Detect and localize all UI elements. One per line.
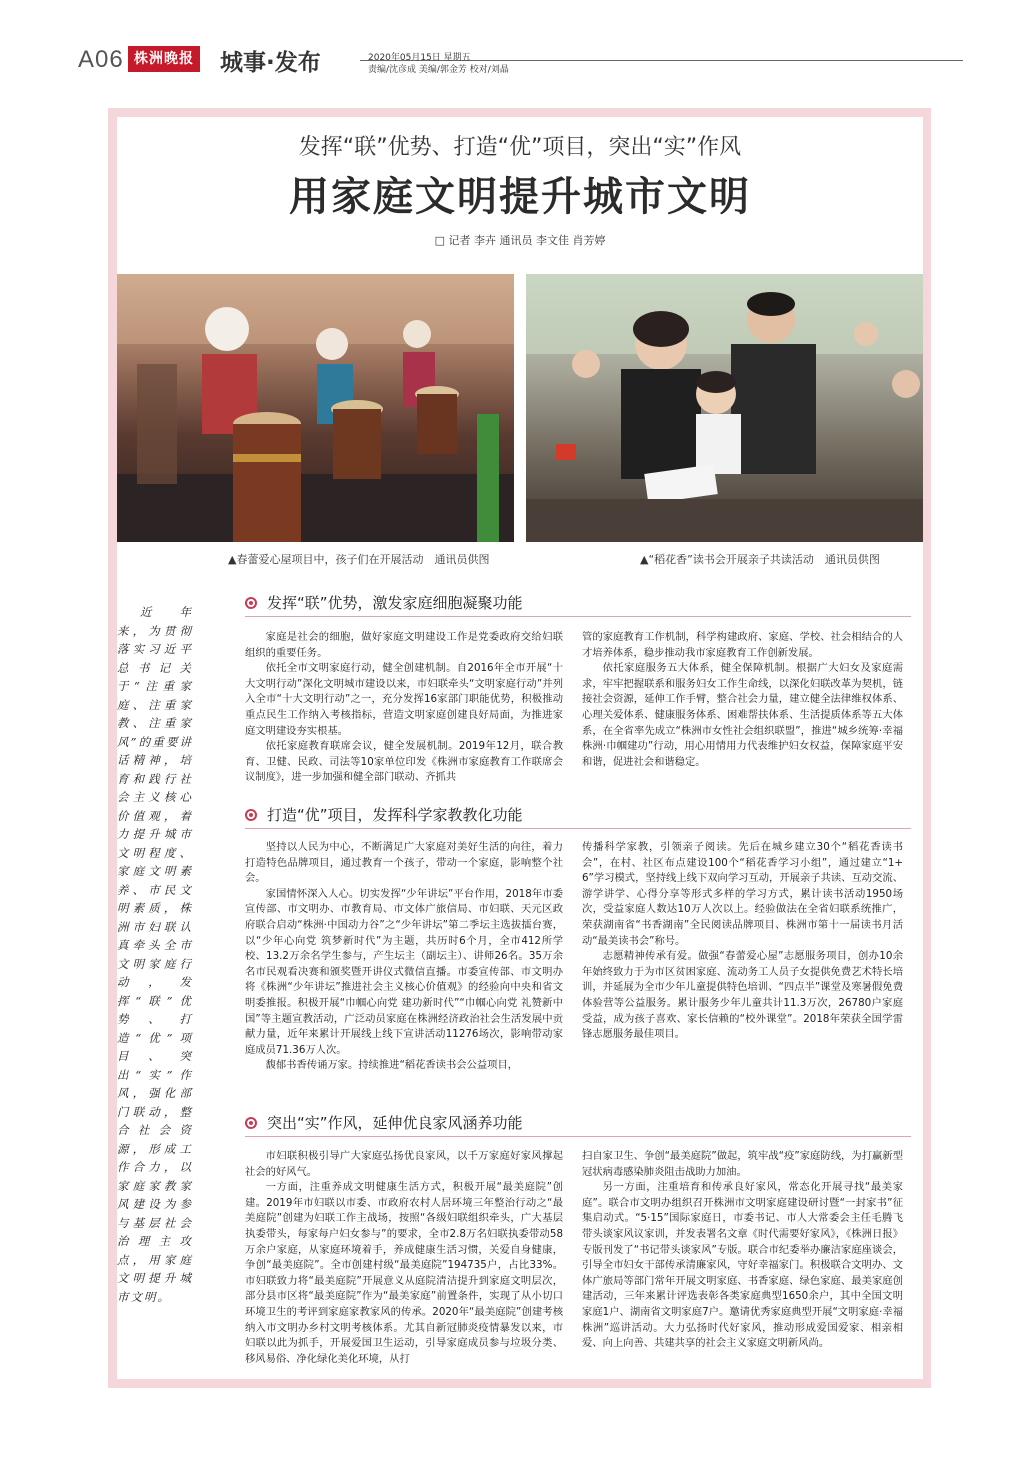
section-header-3 — [245, 1112, 523, 1133]
photo-family-reading — [526, 274, 923, 542]
section-title: 打造“优”项目，发挥科学家教教化功能 — [267, 806, 523, 824]
photo-drum-illustration — [117, 274, 514, 542]
paragraph: 家庭是社会的细胞，做好家庭文明建设工作是党委政府交给妇联组织的重要任务。 — [245, 631, 563, 659]
photo-reading-illustration — [526, 274, 923, 542]
masthead-logo: 株洲晚报 — [128, 46, 200, 72]
paragraph: 家国情怀深入人心。切实发挥“少年讲坛”平台作用，2018年市委宣传部、市文明办、市教育局、市文体广旅信局、市妇联、天元区政府联合启动“株洲·中国动力谷”之“少年讲坛”第二季坛主选拔擂台赛，以“少年心向党 筑梦新时代”为主题，共历时6个月，全市412所学校、13.2万余名学生参与，产生坛主（副坛主）、讲师26名。35万余名市民观看决赛和颁奖暨开讲仪式微信直播。市委宣传部、市文明办将《株洲“少年讲坛”推进社会主义核心价值观》的经验向中央和省文明委推报。积极开展“巾帼心向党 建功新时代”“巾帼心向党 礼赞新中国”等主题宣教活动，广泛动员家庭在株洲经济政治社会生活发展中贡献力量，近年来累计开展线上线下宣讲活动11276场次，影响带动家庭成员71.36万人次。 — [245, 887, 563, 1056]
paragraph: 依托全市文明家庭行动，健全创建机制。自2016年全市开展“十大文明行动”深化文明城市建设以来，市妇联牵头“文明家庭行动”并列入全市“十大文明行动”之一，充分发挥16家部门职能优势，积极推动重点民生工作纳入考核指标，营造文明家庭创建良好局面，为推进家庭文明建设夯实根基。 — [245, 662, 563, 737]
section-header-2 — [245, 804, 523, 825]
paragraph: 依托家庭教育联席会议，健全发展机制。2019年12月，联合教育、卫健、民政、司法等10家单位印发《株洲市家庭教育工作联席会议制度》，进一步加强和健全部门联动、齐抓共 — [245, 740, 563, 784]
section-3-column-2 — [582, 1149, 903, 1352]
issue-date: 2020年05月15日 星期五 — [368, 53, 471, 63]
paragraph: 传播科学家教，引领亲子阅读。先后在城乡建立30个“稻花香读书会”，在村、社区布点建设100个“稻花香学习小组”，通过建立“1+6”学习模式，坚持线上线下双向学习互动，开展亲子共读、互动交流、游学讲学、心得分享等形式多样的学习方式，累计读书活动1950场次，受益家庭人数达10万人次以上。经验做法在全省妇联系统推广，荣获湖南省“书香湖南”全民阅读品牌项目、株洲市第十一届读书月活动“最美读书会”称号。 — [582, 841, 903, 947]
section-title: 发挥“联”优势，激发家庭细胞凝聚功能 — [267, 594, 523, 612]
section-title: 突出“实”作风，延伸优良家风涵养功能 — [267, 1114, 523, 1132]
section-rule — [245, 828, 911, 829]
section-2-column-1 — [245, 840, 563, 1074]
headline: 用家庭文明提升城市文明 — [289, 174, 751, 220]
photo-caption-left: ▲春蕾爱心屋项目中，孩子们在开展活动 通讯员供图 — [228, 553, 490, 566]
section-rule — [245, 616, 911, 617]
paragraph: 志愿精神传承有爱。做强“春蕾爱心屋”志愿服务项目，创办10余年始终致力于为市区贫困家庭、流动务工人员子女提供免费艺术特长培训，并延展为全市少年儿童提供特色培训、“四点半”课堂及寒暑假免费体验营等公益服务。累计服务少年儿童共计11.3万次，26780户家庭受益，成为孩子喜欢、家长信赖的“校外课堂”。2018年荣获全国学雷锋志愿服务最佳项目。 — [582, 950, 903, 1041]
paragraph: 一方面，注重养成文明健康生活方式，积极开展“最美庭院”创建。2019年市妇联以市委、市政府农村人居环境三年整治行动之“最美庭院”创建为妇联工作主战场，按照“各级妇联组织牵头，广大基层执委带头，每家每户妇女参与”的要求，全市2.8万名妇联执委带动58万余户家庭，从家庭环境着手，养成健康生活习惯，关爱自身健康，争创“最美庭院”。全市创建村级“最美庭院”194735户，占比33%。市妇联致力将“最美庭院”开展意义从庭院清洁提升到家庭文明层次，部分县市区将“最美庭院”作为“最美家庭”前置条件，实现了从小切口环境卫生的考评到家庭家教家风的传承。2020年“最美庭院”创建考核纳入市文明办乡村文明考核体系。尤其自新冠肺炎疫情暴发以来，市妇联以此为抓手，开展爱国卫生运动，引导家庭成员参与垃圾分类、移风易俗、净化绿化美化环境，从打 — [245, 1181, 563, 1365]
section-header-1 — [245, 592, 523, 613]
editor-credits: 责编/沈彦成 美编/郭金芳 校对/刘晶 — [368, 65, 509, 75]
photo-caption-right: ▲“稻花香”读书会开展亲子共读活动 通讯员供图 — [640, 553, 880, 566]
section-bullet-icon — [245, 1117, 257, 1129]
paragraph: 市妇联积极引导广大家庭弘扬优良家风，以千万家庭好家风撑起社会的好风气。 — [245, 1150, 563, 1178]
paragraph: 坚持以人民为中心，不断满足广大家庭对美好生活的向往，着力打造特色品牌项目，通过教育一个孩子，带动一个家庭，影响整个社会。 — [245, 841, 563, 885]
section-rule — [245, 1136, 911, 1137]
section-3-column-1 — [245, 1149, 563, 1367]
paragraph: 扫自家卫生、争创“最美庭院”做起，筑牢战“疫”家庭防线，为打赢新型冠状病毒感染肺炎阻击战助力加油。 — [582, 1150, 903, 1178]
section-bullet-icon — [245, 809, 257, 821]
section-bullet-icon — [245, 597, 257, 609]
paragraph: 另一方面，注重培育和传承良好家风，常态化开展寻找“最美家庭”。联合市文明办组织召开株洲市文明家庭建设研讨暨“一封家书”征集启动式。“5·15”国际家庭日，市委书记、市人大常委会主任毛腾飞带头谈家风议家训，并发表署名文章《时代需要好家风》，《株洲日报》专版刊发了“书记带头谈家风”专版。联合市纪委举办廉洁家庭座谈会，引导全市妇女干部传承清廉家风，守好幸福家门。积极联合文明办、文体广旅局等部门常年开展文明家庭、书香家庭、绿色家庭、最美家庭创建活动，三年来累计评选表彰各类家庭典型1650余户，其中全国文明家庭1户、湖南省文明家庭7户。邀请优秀家庭典型开展“文明家庭·幸福株洲”巡讲活动。大力弘扬时代好家风，推动形成爱国爱家、相亲相爱、向上向善、共建共享的社会主义家庭文明新风尚。 — [582, 1181, 903, 1350]
paragraph: 依托家庭服务五大体系，健全保障机制。根据广大妇女及家庭需求，牢牢把握联系和服务妇女工作生命线，以深化妇联改革为契机，链接社会资源，延伸工作手臂，整合社会力量，建立健全法律维权体系、心理关爱体系、健康服务体系、困难帮扶体系、生活提质体系等五大体系，在全省率先成立“株洲市女性社会组织联盟”，推进“城乡统筹·幸福株洲·巾帼建功”行动，用心用情用力代表维护妇女权益，保障家庭平安和谐，促进社会和谐稳定。 — [582, 662, 903, 768]
paragraph: 管的家庭教育工作机制，科学构建政府、家庭、学校、社会相结合的人才培养体系，稳步推动我市家庭教育工作创新发展。 — [582, 631, 903, 659]
sidebar-summary: 近年来，为贯彻落实习近平总书记关于“注重家庭、注重家教、注重家风”的重要讲话精神，培育和践行社会主义核心价值观，着力提升城市文明程度、家庭文明素养、市民文明素质，株洲市妇联认真牵头全市文明家庭行动，发挥“联”优势、打造“优”项目、突出“实”作风，强化部门联动，整合社会资源，形成工作合力，以家庭家教家风建设为参与基层社会治理主攻点，用家庭文明提升城市文明。 — [117, 605, 193, 1304]
section-name: 城事·发布 — [220, 50, 321, 76]
byline: □ 记者 李卉 通讯员 李文佳 肖芳婷 — [434, 234, 606, 247]
section-2-column-2 — [582, 840, 903, 1043]
subheadline: 发挥“联”优势、打造“优”项目，突出“实”作风 — [298, 135, 742, 160]
page-number: A06 — [78, 46, 124, 73]
photo-drum-performance — [117, 274, 514, 542]
section-1-column-1 — [245, 630, 563, 786]
section-1-column-2 — [582, 630, 903, 770]
paragraph: 馥郁书香传诵万家。持续推进“稻花香读书会公益项目， — [265, 1059, 519, 1072]
